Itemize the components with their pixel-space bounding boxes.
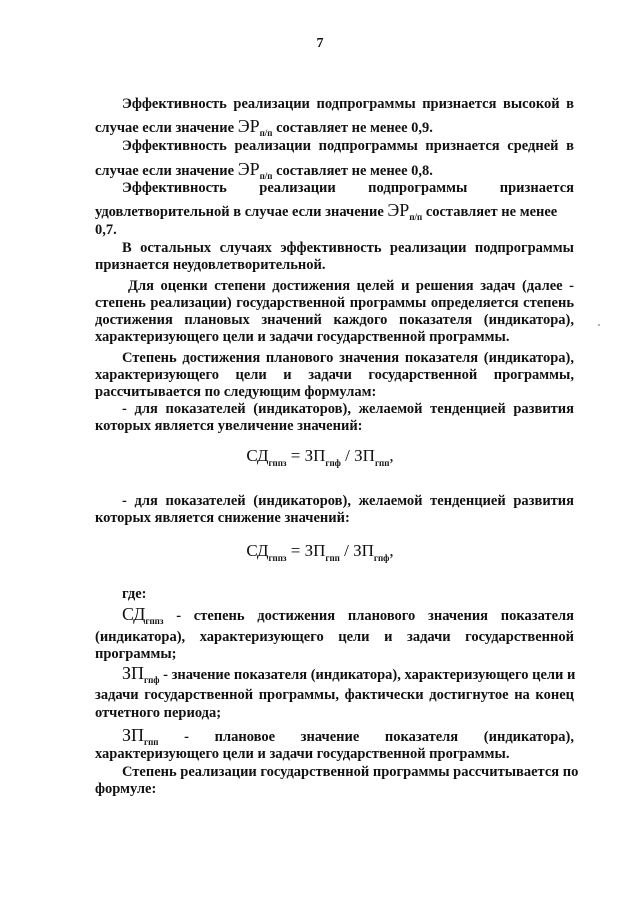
er-symbol: ЭР: [387, 200, 410, 220]
def1-line3: программы;: [95, 646, 177, 662]
er-symbol: ЭР: [237, 159, 260, 179]
para3-line2: удовлетворительной в случае если значение $ЭР_{п/п}$ составляет не менее: [95, 200, 558, 222]
def2-line1: $ЗП_{гпф}$ - значение показателя (индикатора), характеризующего цели и: [122, 663, 576, 685]
er-symbol: ЭР: [237, 116, 260, 136]
def2-line2: задачи государственной программы, фактически достигнутое на конец: [95, 687, 574, 703]
def3-line1: $ЗП_{гпп}$ - плановое значение показателя (индикатора),: [122, 725, 574, 747]
para3-line3: 0,7.: [95, 222, 117, 238]
para6-line2: характеризующего цели и задачи государственной программы,: [95, 367, 574, 383]
para8-line2: которых является снижение значений:: [95, 510, 350, 526]
para9-line2: формуле:: [95, 781, 157, 797]
para4-line2: признается неудовлетворительной.: [95, 257, 326, 273]
para5-line2: степень реализации) государственной программы определяется степень: [95, 295, 574, 311]
formula-decrease: $СД_{гппз} = ЗП_{гпп} / ЗП_{гпф}$,: [246, 541, 394, 563]
def1-line2: (индикатора), характеризующего цели и задачи государственной: [95, 629, 574, 645]
para5-line1: Для оценки степени достижения целей и решения задач (далее -: [128, 278, 574, 294]
para5-line3: достижения плановых значений каждого показателя (индикатора),: [95, 312, 574, 328]
para2-line1: Эффективность реализации подпрограммы признается средней в: [122, 138, 574, 154]
para9-line1: Степень реализации государственной программы рассчитывается по: [122, 764, 579, 780]
def2-line3: отчетного периода;: [95, 705, 222, 721]
para8-line1: - для показателей (индикаторов), желаемой тенденцией развития: [122, 493, 574, 509]
para6-line3: рассчитывается по следующим формулам:: [95, 384, 377, 400]
para1-line1: Эффективность реализации подпрограммы признается высокой в: [122, 96, 574, 112]
para6-line1: Степень достижения планового значения показателя (индикатора),: [122, 350, 574, 366]
para3-line1: Эффективность реализации подпрограммы признается: [122, 180, 574, 196]
para5-line4: характеризующего цели и задачи государственной программы.: [95, 329, 510, 345]
para4-line1: В остальных случаях эффективность реализации подпрограммы: [122, 240, 574, 256]
def1-line1: $СД_{гппз}$ - степень достижения планового значения показателя: [122, 604, 574, 626]
page-number: 7: [316, 36, 324, 51]
para7-line1: - для показателей (индикаторов), желаемой тенденцией развития: [122, 401, 574, 417]
scan-speck: [598, 324, 600, 326]
where-label: где:: [122, 586, 147, 602]
para2-line2: случае если значение $ЭР_{п/п}$ составляет не менее 0,8.: [95, 159, 433, 181]
para1-line2: случае если значение $ЭР_{п/п}$ составляет не менее 0,9.: [95, 116, 433, 138]
def3-line2: характеризующего цели и задачи государственной программы.: [95, 746, 510, 762]
formula-increase: $СД_{гппз} = ЗП_{гпф} / ЗП_{гпп}$,: [246, 446, 394, 468]
para7-line2: которых является увеличение значений:: [95, 418, 363, 434]
